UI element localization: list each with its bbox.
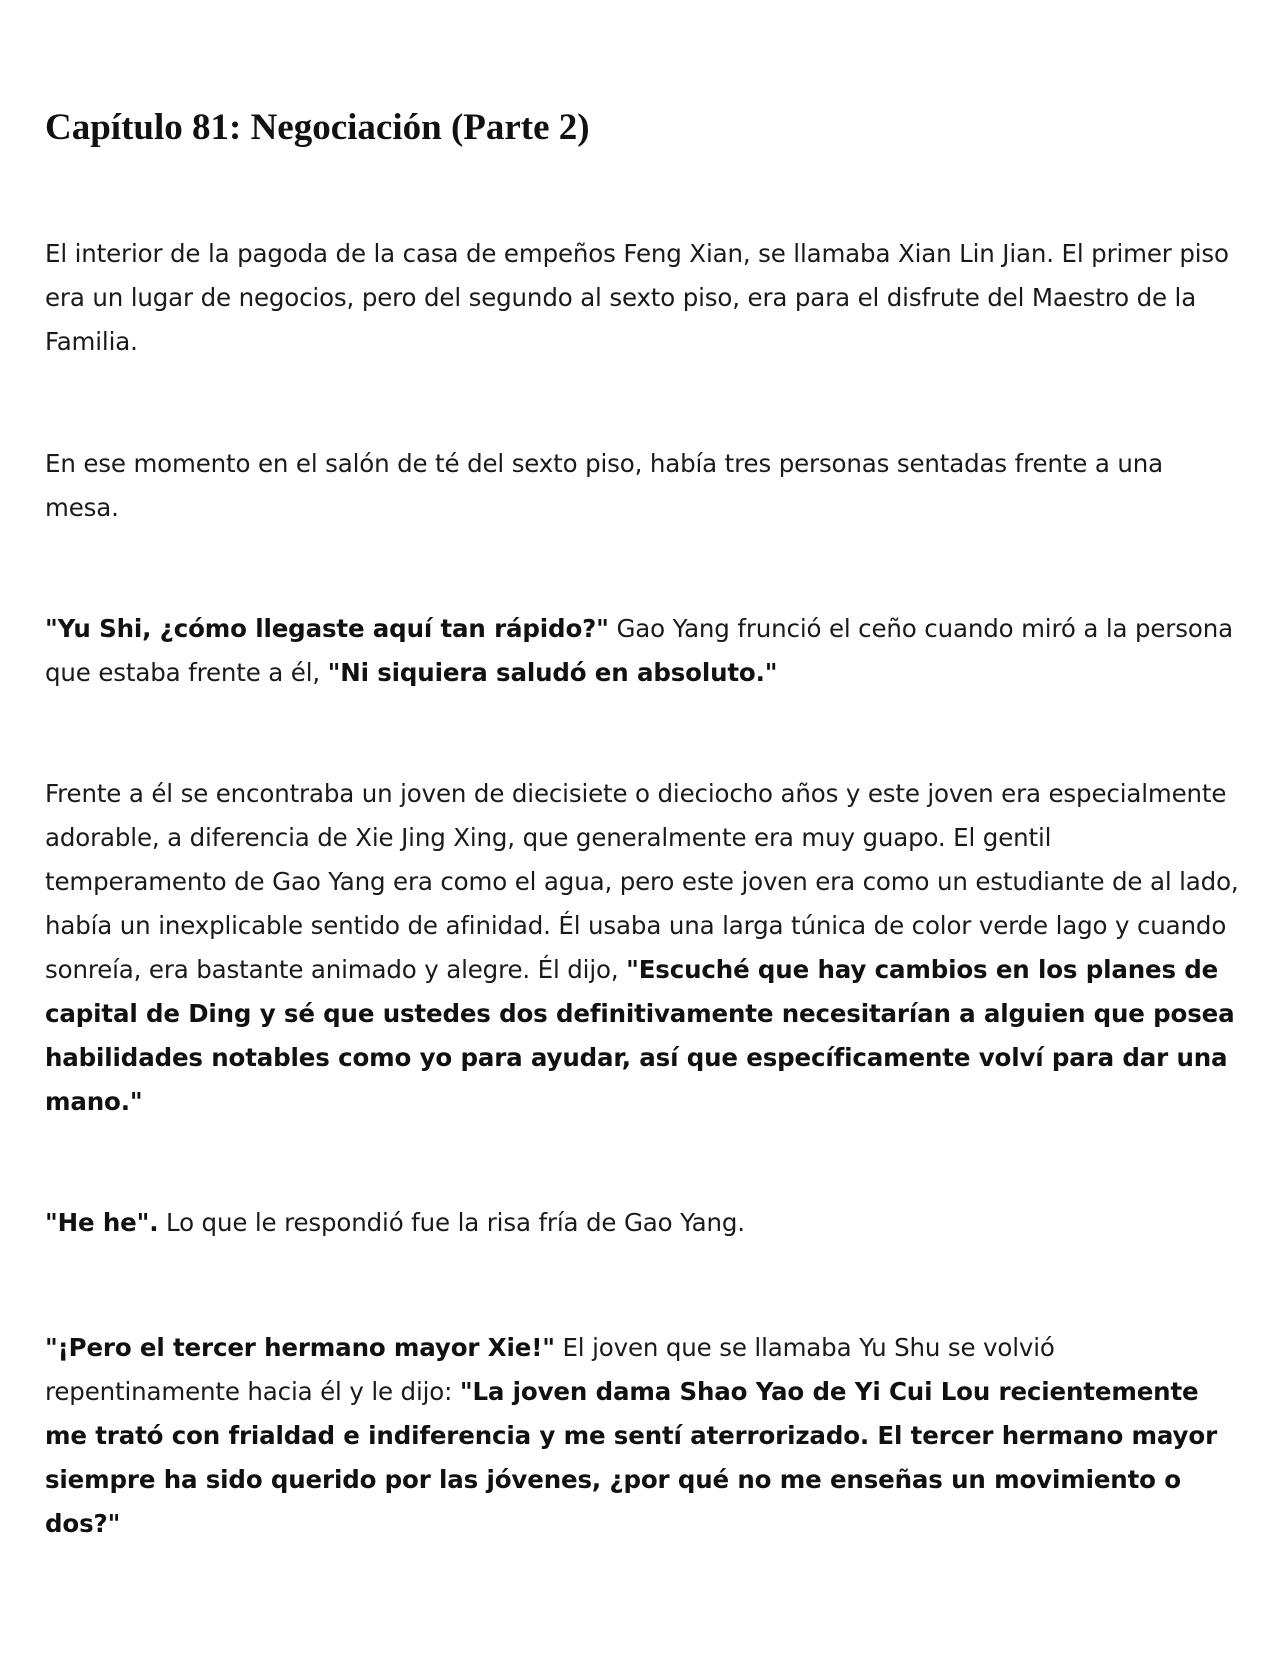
narration-text: El joven que se llamaba Yu Shu se volvió repentinamente hacia él y le dijo: [45, 1333, 1055, 1406]
chapter-title: Capítulo 81: Negociación (Parte 2) [45, 107, 590, 148]
narration-text: Gao Yang frunció el ceño cuando miró a la persona que estaba frente a él, [45, 614, 1233, 687]
paragraph-3 [45, 607, 1240, 695]
dialogue-bold: "¡Pero el tercer hermano mayor Xie!" [45, 1333, 555, 1362]
paragraph-5 [45, 1201, 1240, 1245]
dialogue-bold: "Escuché que hay cambios en los planes de capital de Ding y sé que ustedes dos definitivamente necesitarían a alguien que posea habilidades notables como yo para ayudar, así que específicamente volví para dar una mano." [45, 955, 1235, 1116]
narration-text: Lo que le respondió fue la risa fría de Gao Yang. [158, 1208, 745, 1237]
paragraph-1-text: El interior de la pagoda de la casa de empeños Feng Xian, se llamaba Xian Lin Jian. El primer piso era un lugar de negocios, pero del segundo al sexto piso, era para el disfrute del Maestro de la Familia. [45, 239, 1229, 356]
dialogue-bold: "Yu Shi, ¿cómo llegaste aquí tan rápido?" [45, 614, 609, 643]
paragraph-6 [45, 1326, 1240, 1546]
dialogue-bold: "La joven dama Shao Yao de Yi Cui Lou recientemente me trató con frialdad e indiferencia y me sentí aterrorizado. El tercer hermano mayor siempre ha sido querido por las jóvenes, ¿por qué no me enseñas un movimiento o dos?" [45, 1377, 1217, 1538]
narration-text: Frente a él se encontraba un joven de diecisiete o dieciocho años y este joven era especialmente adorable, a diferencia de Xie Jing Xing, que generalmente era muy guapo. El gentil temperamento de Gao Yang era como el agua, pero este joven era como un estudiante de al lado, había un inexplicable sentido de afinidad. Él usaba una larga túnica de color verde lago y cuando sonreía, era bastante animado y alegre. Él dijo, [45, 779, 1239, 984]
paragraph-2-text: En ese momento en el salón de té del sexto piso, había tres personas sentadas frente a una mesa. [45, 449, 1163, 522]
dialogue-bold: "He he". [45, 1208, 159, 1237]
dialogue-bold: "Ni siquiera saludó en absoluto." [327, 658, 778, 687]
paragraph-4 [45, 772, 1240, 1124]
paragraph-1 [45, 232, 1240, 364]
paragraph-2 [45, 442, 1240, 530]
